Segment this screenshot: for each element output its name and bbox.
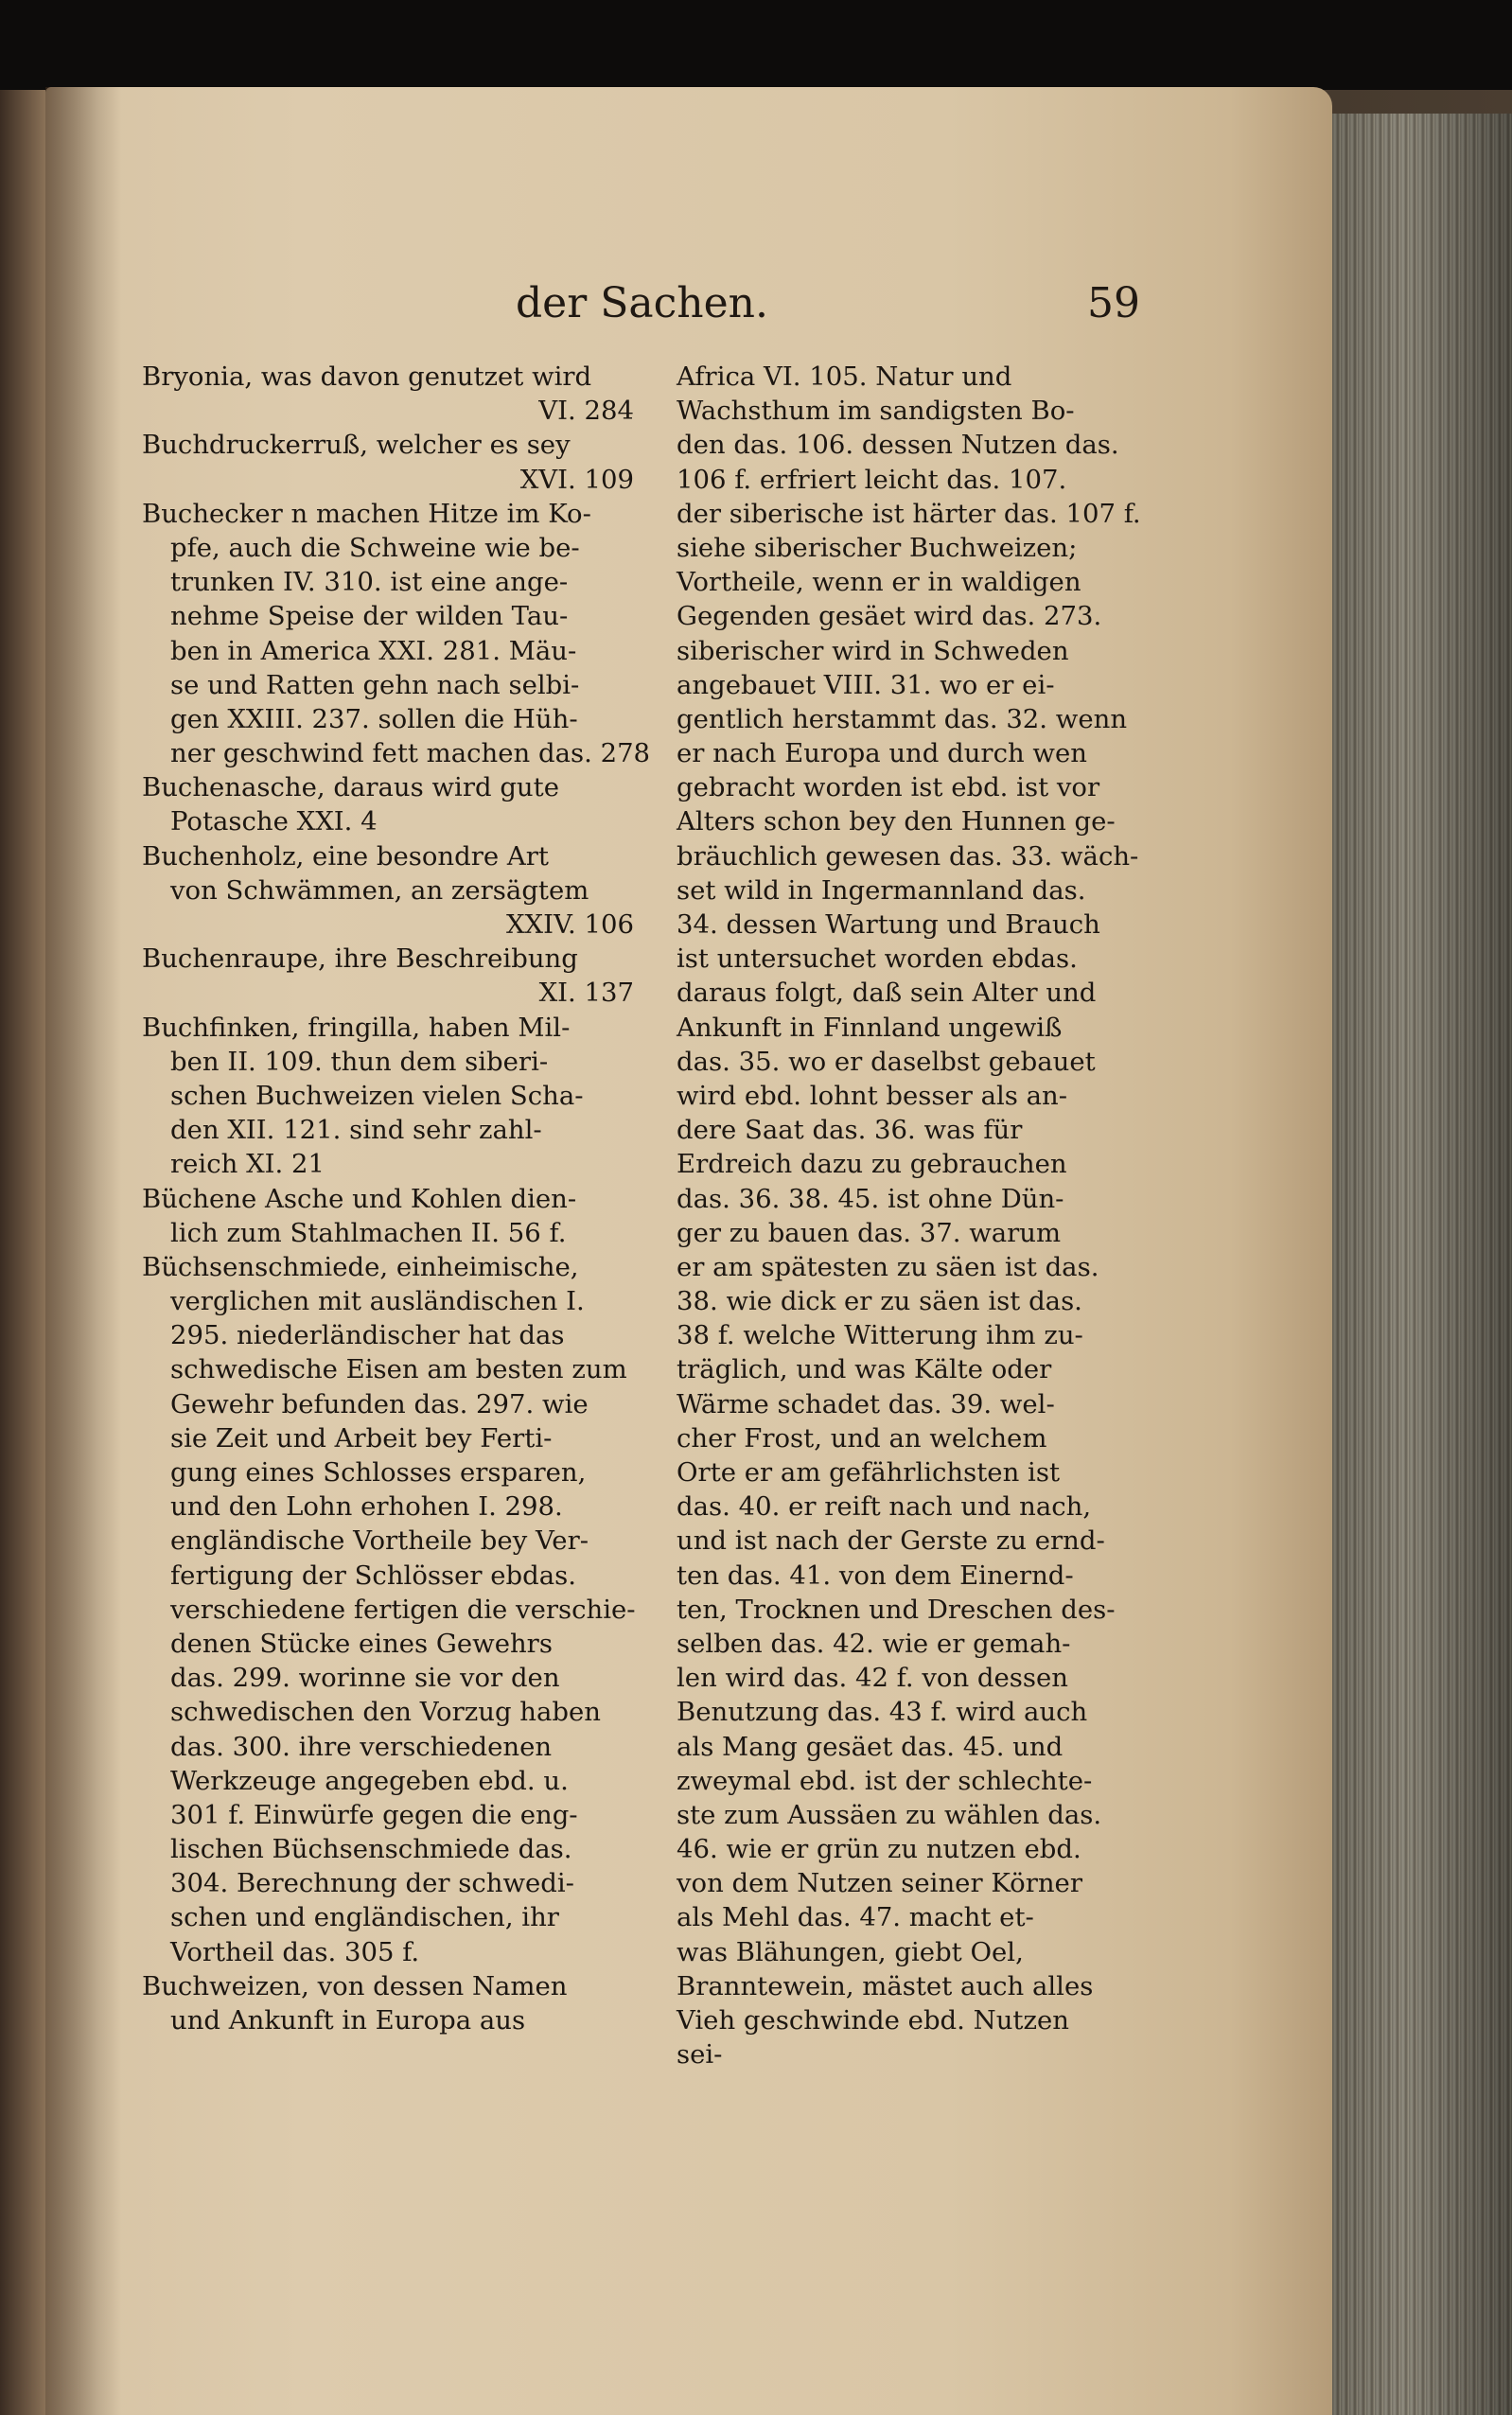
index-line: 38 f. welche Witterung ihm zu-	[677, 1320, 1083, 1351]
index-line: VI. 284	[538, 396, 634, 427]
index-line: Orte er am gefährlichsten ist	[677, 1457, 1060, 1488]
index-line: das. 299. worinne sie vor den	[170, 1663, 560, 1694]
index-line: er am spätesten zu säen ist das.	[677, 1251, 1099, 1282]
index-line: daraus folgt, daß sein Alter und	[677, 978, 1097, 1009]
index-line: träglich, und was Kälte oder	[677, 1354, 1052, 1385]
index-line: 304. Berechnung der schwedi-	[170, 1868, 574, 1899]
index-line: das. 40. er reift nach und nach,	[677, 1491, 1092, 1523]
index-line: 301 f. Einwürfe gegen die eng-	[170, 1799, 578, 1830]
index-line: ger zu bauen das. 37. warum	[677, 1217, 1062, 1248]
index-line: sei-	[677, 2039, 723, 2071]
index-line: Buchenholz, eine besondre Art	[142, 840, 549, 872]
index-line: wird ebd. lohnt besser als an-	[677, 1080, 1068, 1111]
index-line: Werkzeuge angegeben ebd. u.	[170, 1765, 569, 1796]
index-line: Branntewein, mästet auch alles	[677, 1970, 1094, 2001]
index-line: ten, Trocknen und Dreschen des-	[677, 1594, 1116, 1625]
index-line: Ankunft in Finnland ungewiß	[677, 1012, 1063, 1043]
index-line: das. 36. 38. 45. ist ohne Dün-	[677, 1183, 1064, 1214]
index-line: den das. 106. dessen Nutzen das.	[677, 430, 1119, 461]
index-line: ben II. 109. thun dem siberi-	[170, 1046, 549, 1077]
index-line: gentlich herstammt das. 32. wenn	[677, 703, 1128, 734]
index-line: Vortheile, wenn er in waldigen	[677, 567, 1081, 598]
fore-edge-shade	[1332, 114, 1512, 2415]
page-number: 59	[1087, 279, 1140, 327]
index-line: bräuchlich gewesen das. 33. wäch-	[677, 840, 1139, 872]
index-line: Gewehr befunden das. 297. wie	[170, 1388, 589, 1419]
index-line: verschiedene fertigen die verschie-	[170, 1594, 636, 1625]
index-line: den XII. 121. sind sehr zahl-	[170, 1115, 542, 1146]
index-line: Büchsenschmiede, einheimische,	[142, 1251, 579, 1282]
left-page-edge	[0, 90, 45, 2415]
index-line: XI. 137	[538, 978, 634, 1009]
page-gutter-shadow	[45, 87, 121, 2415]
right-column	[677, 360, 1150, 2071]
index-line: ten das. 41. von dem Einernd-	[677, 1560, 1074, 1591]
index-line: Potasche XXI. 4	[170, 806, 378, 837]
index-line: siehe siberischer Buchweizen;	[677, 532, 1078, 563]
index-line: ner geschwind fett machen das. 278	[170, 738, 651, 769]
index-line: trunken IV. 310. ist eine ange-	[170, 567, 569, 598]
index-line: denen Stücke eines Gewehrs	[170, 1628, 553, 1659]
index-line: gen XXIII. 237. sollen die Hüh-	[170, 703, 578, 734]
index-line: der siberische ist härter das. 107 f.	[677, 498, 1141, 529]
index-line: dere Saat das. 36. was für	[677, 1115, 1023, 1146]
index-line: ist untersuchet worden ebdas.	[677, 943, 1078, 975]
index-line: schwedische Eisen am besten zum	[170, 1354, 627, 1385]
index-line: XVI. 109	[519, 464, 634, 495]
index-line: 38. wie dick er zu säen ist das.	[677, 1286, 1082, 1317]
index-line: Benutzung das. 43 f. wird auch	[677, 1697, 1088, 1728]
index-line: Buchenraupe, ihre Beschreibung	[142, 943, 578, 975]
index-line: cher Frost, und an welchem	[677, 1422, 1047, 1454]
page-header	[516, 279, 1140, 345]
index-line: 34. dessen Wartung und Brauch	[677, 909, 1100, 940]
index-line: als Mang gesäet das. 45. und	[677, 1731, 1064, 1762]
index-line: Wachsthum im sandigsten Bo-	[677, 396, 1075, 427]
index-line: Buchdruckerruß, welcher es sey	[142, 430, 571, 461]
index-line: verglichen mit ausländischen I.	[170, 1286, 585, 1317]
index-line: reich XI. 21	[170, 1149, 325, 1180]
index-line: gung eines Schlosses ersparen,	[170, 1457, 587, 1488]
index-line: Africa VI. 105. Natur und	[677, 361, 1012, 392]
index-line: das. 35. wo er daselbst gebauet	[677, 1046, 1096, 1077]
index-line: se und Ratten gehn nach selbi-	[170, 669, 580, 700]
index-line: Vortheil das. 305 f.	[170, 1936, 420, 1967]
index-line: sie Zeit und Arbeit bey Ferti-	[170, 1422, 553, 1454]
index-line: Erdreich dazu zu gebrauchen	[677, 1149, 1067, 1180]
index-line: zweymal ebd. ist der schlechte-	[677, 1765, 1093, 1796]
index-line: was Blähungen, giebt Oel,	[677, 1936, 1024, 1967]
index-line: schen Buchweizen vielen Scha-	[170, 1080, 584, 1111]
index-line: Vieh geschwinde ebd. Nutzen	[677, 2005, 1069, 2036]
index-line: und Ankunft in Europa aus	[170, 2005, 526, 2036]
index-line: XXIV. 106	[505, 909, 634, 940]
index-line: Buchweizen, von dessen Namen	[142, 1970, 568, 2001]
index-line: angebauet VIII. 31. wo er ei-	[677, 669, 1055, 700]
index-line: als Mehl das. 47. macht et-	[677, 1902, 1034, 1933]
index-line: selben das. 42. wie er gemah-	[677, 1628, 1071, 1659]
index-line: Buchecker n machen Hitze im Ko-	[142, 498, 591, 529]
scan-top-margin	[0, 0, 1512, 90]
index-line: er nach Europa und durch wen	[677, 738, 1087, 769]
index-line: gebracht worden ist ebd. ist vor	[677, 772, 1100, 803]
index-line: nehme Speise der wilden Tau-	[170, 601, 569, 632]
index-line: das. 300. ihre verschiedenen	[170, 1731, 553, 1762]
running-title: der Sachen.	[516, 279, 768, 327]
index-line: siberischer wird in Schweden	[677, 635, 1069, 666]
index-line: Alters schon bey den Hunnen ge-	[677, 806, 1116, 837]
index-line: lischen Büchsenschmiede das.	[170, 1834, 572, 1865]
index-line: schwedischen den Vorzug haben	[170, 1697, 601, 1728]
index-line: pfe, auch die Schweine wie be-	[170, 532, 580, 563]
index-line: und ist nach der Gerste zu ernd-	[677, 1525, 1105, 1557]
index-line: Bryonia, was davon genutzet wird	[142, 361, 592, 392]
index-line: lich zum Stahlmachen II. 56 f.	[170, 1217, 567, 1248]
index-line: ben in America XXI. 281. Mäu-	[170, 635, 577, 666]
index-line: Büchene Asche und Kohlen dien-	[142, 1183, 577, 1214]
index-line: Wärme schadet das. 39. wel-	[677, 1388, 1055, 1419]
index-line: fertigung der Schlösser ebdas.	[170, 1560, 577, 1591]
index-line: 106 f. erfriert leicht das. 107.	[677, 464, 1067, 495]
index-line: 295. niederländischer hat das	[170, 1320, 565, 1351]
index-line: Gegenden gesäet wird das. 273.	[677, 601, 1102, 632]
left-column	[142, 360, 651, 2037]
index-line: und den Lohn erhohen I. 298.	[170, 1491, 563, 1523]
index-line: Buchfinken, fringilla, haben Mil-	[142, 1012, 571, 1043]
index-line: engländische Vortheile bey Ver-	[170, 1525, 589, 1557]
index-line: von dem Nutzen seiner Körner	[677, 1868, 1082, 1899]
index-line: ste zum Aussäen zu wählen das.	[677, 1799, 1102, 1830]
index-line: schen und engländischen, ihr	[170, 1902, 559, 1933]
index-line: len wird das. 42 f. von dessen	[677, 1663, 1068, 1694]
index-line: 46. wie er grün zu nutzen ebd.	[677, 1834, 1081, 1865]
index-line: Buchenasche, daraus wird gute	[142, 772, 559, 803]
index-line: von Schwämmen, an zersägtem	[170, 874, 589, 906]
index-line: set wild in Ingermannland das.	[677, 874, 1086, 906]
